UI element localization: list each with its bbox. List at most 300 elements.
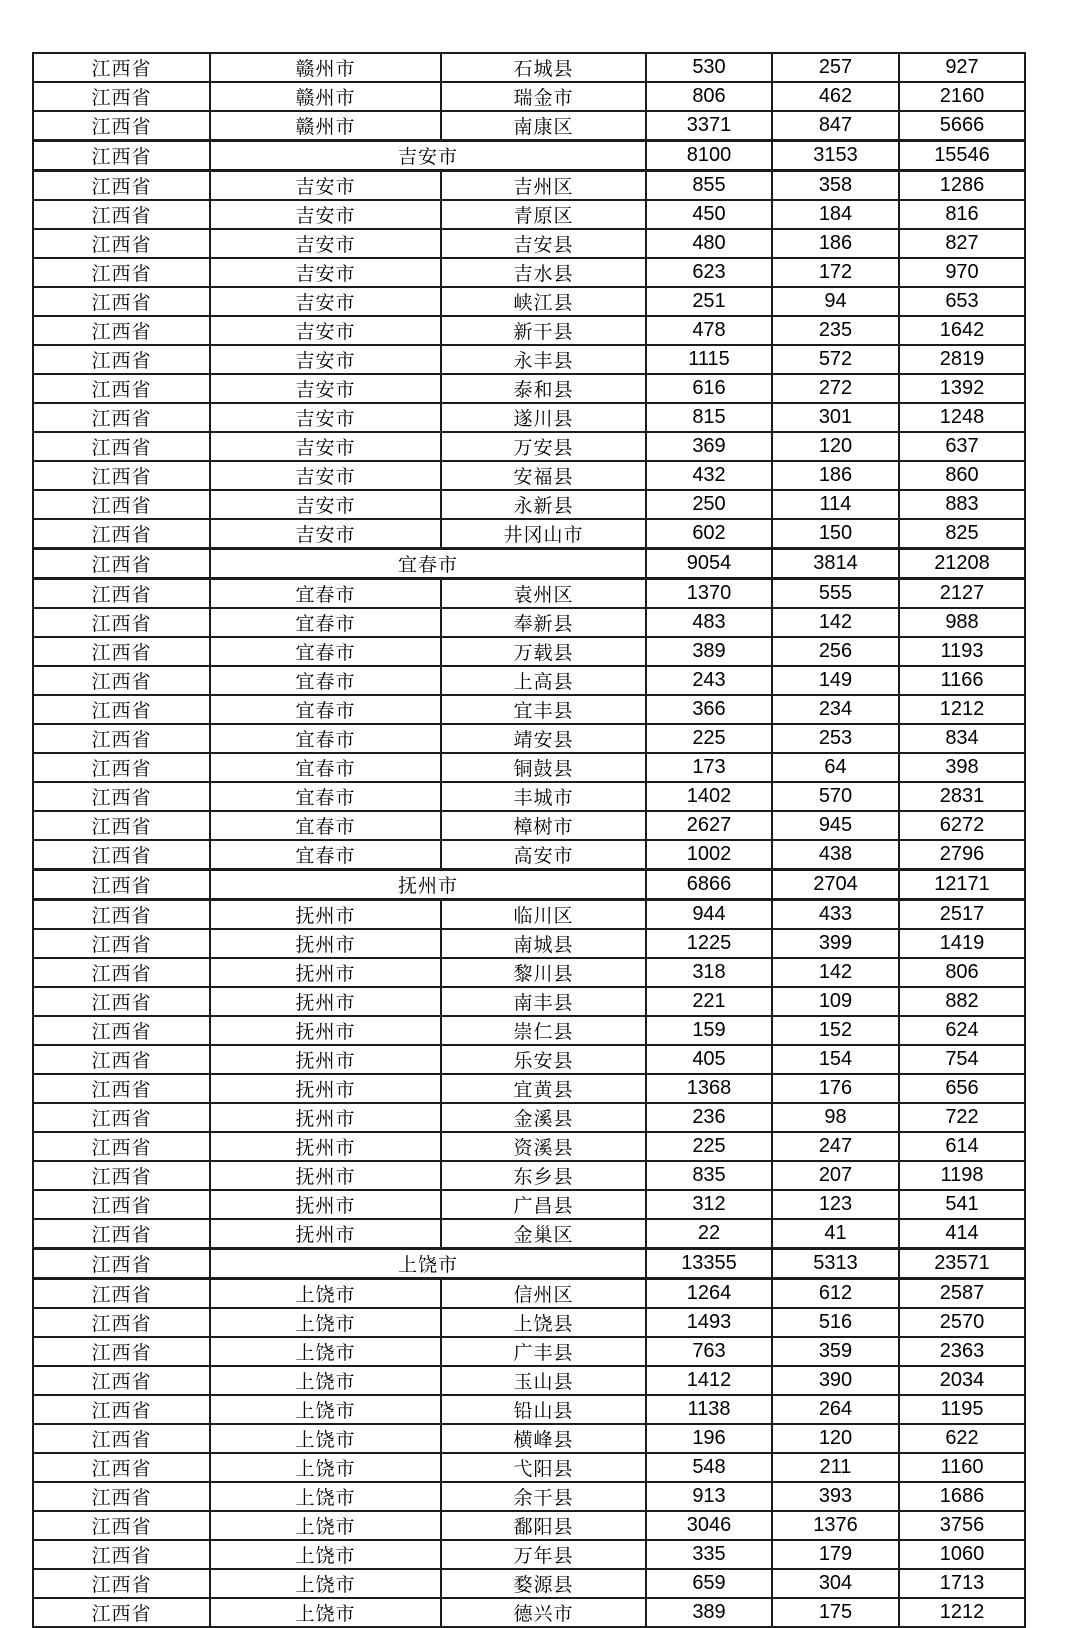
cell-city: 吉安市 xyxy=(210,432,441,461)
cell-county: 婺源县 xyxy=(441,1569,646,1598)
cell-value-3: 1419 xyxy=(899,929,1025,958)
cell-province: 江西省 xyxy=(33,929,210,958)
cell-county: 瑞金市 xyxy=(441,82,646,111)
cell-province: 江西省 xyxy=(33,958,210,987)
cell-province: 江西省 xyxy=(33,1453,210,1482)
cell-province: 江西省 xyxy=(33,345,210,374)
cell-city: 上饶市 xyxy=(210,1424,441,1453)
cell-city: 上饶市 xyxy=(210,1482,441,1511)
cell-county: 金巢区 xyxy=(441,1219,646,1249)
county-row xyxy=(33,200,1025,229)
cell-province: 江西省 xyxy=(33,900,210,930)
cell-value-3: 12171 xyxy=(899,870,1025,900)
cell-province: 江西省 xyxy=(33,724,210,753)
county-row xyxy=(33,782,1025,811)
cell-province: 江西省 xyxy=(33,82,210,111)
cell-county: 樟树市 xyxy=(441,811,646,840)
cell-value-1: 1370 xyxy=(646,579,772,609)
cell-county: 高安市 xyxy=(441,840,646,870)
cell-value-3: 1193 xyxy=(899,637,1025,666)
cell-county: 黎川县 xyxy=(441,958,646,987)
cell-value-3: 624 xyxy=(899,1016,1025,1045)
cell-value-1: 22 xyxy=(646,1219,772,1249)
cell-value-2: 64 xyxy=(772,753,899,782)
cell-county: 玉山县 xyxy=(441,1366,646,1395)
county-row xyxy=(33,695,1025,724)
cell-value-3: 1392 xyxy=(899,374,1025,403)
cell-city: 上饶市 xyxy=(210,1453,441,1482)
cell-province: 江西省 xyxy=(33,753,210,782)
cell-province: 江西省 xyxy=(33,1249,210,1279)
cell-value-2: 120 xyxy=(772,1424,899,1453)
cell-value-2: 393 xyxy=(772,1482,899,1511)
county-row xyxy=(33,229,1025,258)
cell-county: 南城县 xyxy=(441,929,646,958)
cell-value-2: 154 xyxy=(772,1045,899,1074)
cell-province: 江西省 xyxy=(33,1366,210,1395)
cell-county: 永丰县 xyxy=(441,345,646,374)
cell-value-1: 1115 xyxy=(646,345,772,374)
cell-value-1: 623 xyxy=(646,258,772,287)
cell-province: 江西省 xyxy=(33,111,210,141)
county-row xyxy=(33,111,1025,141)
cell-value-2: 1376 xyxy=(772,1511,899,1540)
cell-value-2: 945 xyxy=(772,811,899,840)
cell-province: 江西省 xyxy=(33,141,210,171)
cell-value-3: 541 xyxy=(899,1190,1025,1219)
city-summary-row xyxy=(33,1249,1025,1279)
cell-value-3: 927 xyxy=(899,53,1025,82)
cell-value-1: 335 xyxy=(646,1540,772,1569)
county-row xyxy=(33,1511,1025,1540)
county-row xyxy=(33,1103,1025,1132)
cell-city: 抚州市 xyxy=(210,1045,441,1074)
cell-city: 吉安市 xyxy=(210,316,441,345)
cell-county: 石城县 xyxy=(441,53,646,82)
cell-county: 资溪县 xyxy=(441,1132,646,1161)
cell-value-1: 480 xyxy=(646,229,772,258)
cell-value-1: 3371 xyxy=(646,111,772,141)
cell-value-3: 1212 xyxy=(899,1598,1025,1627)
cell-value-1: 389 xyxy=(646,1598,772,1627)
cell-city: 赣州市 xyxy=(210,111,441,141)
cell-city: 抚州市 xyxy=(210,900,441,930)
cell-province: 江西省 xyxy=(33,1395,210,1424)
cell-value-3: 2363 xyxy=(899,1337,1025,1366)
cell-county: 东乡县 xyxy=(441,1161,646,1190)
county-row xyxy=(33,258,1025,287)
cell-value-3: 2160 xyxy=(899,82,1025,111)
cell-value-1: 1138 xyxy=(646,1395,772,1424)
cell-value-1: 318 xyxy=(646,958,772,987)
cell-value-1: 763 xyxy=(646,1337,772,1366)
cell-value-3: 970 xyxy=(899,258,1025,287)
cell-province: 江西省 xyxy=(33,549,210,579)
cell-value-1: 432 xyxy=(646,461,772,490)
cell-county: 信州区 xyxy=(441,1279,646,1309)
cell-value-3: 825 xyxy=(899,519,1025,549)
county-row xyxy=(33,900,1025,930)
cell-value-2: 176 xyxy=(772,1074,899,1103)
cell-city: 上饶市 xyxy=(210,1279,441,1309)
cell-value-1: 616 xyxy=(646,374,772,403)
cell-value-2: 123 xyxy=(772,1190,899,1219)
cell-province: 江西省 xyxy=(33,287,210,316)
cell-value-2: 433 xyxy=(772,900,899,930)
cell-county: 安福县 xyxy=(441,461,646,490)
cell-value-3: 15546 xyxy=(899,141,1025,171)
cell-county: 金溪县 xyxy=(441,1103,646,1132)
county-row xyxy=(33,1453,1025,1482)
cell-value-1: 3046 xyxy=(646,1511,772,1540)
cell-value-2: 184 xyxy=(772,200,899,229)
cell-value-1: 312 xyxy=(646,1190,772,1219)
cell-value-2: 272 xyxy=(772,374,899,403)
county-row xyxy=(33,287,1025,316)
county-row xyxy=(33,1279,1025,1309)
cell-province: 江西省 xyxy=(33,987,210,1016)
cell-value-1: 548 xyxy=(646,1453,772,1482)
county-row xyxy=(33,666,1025,695)
cell-province: 江西省 xyxy=(33,519,210,549)
cell-value-3: 754 xyxy=(899,1045,1025,1074)
cell-province: 江西省 xyxy=(33,579,210,609)
cell-value-3: 1212 xyxy=(899,695,1025,724)
county-row xyxy=(33,432,1025,461)
cell-value-3: 2831 xyxy=(899,782,1025,811)
cell-value-1: 483 xyxy=(646,608,772,637)
cell-city: 上饶市 xyxy=(210,1395,441,1424)
cell-value-3: 6272 xyxy=(899,811,1025,840)
cell-county: 奉新县 xyxy=(441,608,646,637)
cell-value-3: 1713 xyxy=(899,1569,1025,1598)
county-row xyxy=(33,519,1025,549)
county-row xyxy=(33,374,1025,403)
cell-county: 青原区 xyxy=(441,200,646,229)
cell-value-3: 398 xyxy=(899,753,1025,782)
cell-province: 江西省 xyxy=(33,1337,210,1366)
cell-value-2: 358 xyxy=(772,171,899,201)
cell-value-1: 196 xyxy=(646,1424,772,1453)
county-row xyxy=(33,1598,1025,1627)
county-row xyxy=(33,1337,1025,1366)
cell-province: 江西省 xyxy=(33,1482,210,1511)
cell-county: 袁州区 xyxy=(441,579,646,609)
cell-value-1: 236 xyxy=(646,1103,772,1132)
cell-province: 江西省 xyxy=(33,666,210,695)
cell-value-3: 1195 xyxy=(899,1395,1025,1424)
cell-province: 江西省 xyxy=(33,1016,210,1045)
cell-value-2: 234 xyxy=(772,695,899,724)
cell-province: 江西省 xyxy=(33,200,210,229)
county-row xyxy=(33,929,1025,958)
cell-value-1: 1493 xyxy=(646,1308,772,1337)
county-row xyxy=(33,958,1025,987)
cell-city: 吉安市 xyxy=(210,287,441,316)
county-row xyxy=(33,840,1025,870)
county-row xyxy=(33,1219,1025,1249)
cell-city-merged: 抚州市 xyxy=(210,870,646,900)
county-row xyxy=(33,1569,1025,1598)
cell-value-2: 211 xyxy=(772,1453,899,1482)
cell-province: 江西省 xyxy=(33,870,210,900)
cell-value-3: 2127 xyxy=(899,579,1025,609)
cell-value-3: 1248 xyxy=(899,403,1025,432)
cell-value-1: 225 xyxy=(646,1132,772,1161)
cell-value-3: 2587 xyxy=(899,1279,1025,1309)
city-summary-row xyxy=(33,141,1025,171)
cell-value-2: 114 xyxy=(772,490,899,519)
cell-city: 吉安市 xyxy=(210,345,441,374)
cell-value-2: 109 xyxy=(772,987,899,1016)
cell-province: 江西省 xyxy=(33,1511,210,1540)
cell-value-3: 656 xyxy=(899,1074,1025,1103)
cell-value-3: 21208 xyxy=(899,549,1025,579)
cell-value-3: 2034 xyxy=(899,1366,1025,1395)
cell-county: 宜黄县 xyxy=(441,1074,646,1103)
cell-value-3: 2570 xyxy=(899,1308,1025,1337)
cell-value-2: 301 xyxy=(772,403,899,432)
cell-province: 江西省 xyxy=(33,316,210,345)
cell-city: 宜春市 xyxy=(210,724,441,753)
cell-city: 吉安市 xyxy=(210,519,441,549)
cell-city: 抚州市 xyxy=(210,1219,441,1249)
cell-province: 江西省 xyxy=(33,1132,210,1161)
cell-city: 抚州市 xyxy=(210,1132,441,1161)
cell-value-2: 438 xyxy=(772,840,899,870)
county-row xyxy=(33,403,1025,432)
county-row xyxy=(33,811,1025,840)
cell-province: 江西省 xyxy=(33,258,210,287)
cell-province: 江西省 xyxy=(33,1598,210,1627)
cell-value-2: 516 xyxy=(772,1308,899,1337)
cell-county: 丰城市 xyxy=(441,782,646,811)
cell-value-2: 572 xyxy=(772,345,899,374)
cell-value-1: 405 xyxy=(646,1045,772,1074)
cell-value-2: 247 xyxy=(772,1132,899,1161)
county-row xyxy=(33,608,1025,637)
cell-value-2: 94 xyxy=(772,287,899,316)
cell-value-3: 614 xyxy=(899,1132,1025,1161)
cell-value-1: 13355 xyxy=(646,1249,772,1279)
cell-value-2: 142 xyxy=(772,608,899,637)
cell-county: 万安县 xyxy=(441,432,646,461)
cell-city: 宜春市 xyxy=(210,666,441,695)
cell-province: 江西省 xyxy=(33,811,210,840)
cell-city-merged: 上饶市 xyxy=(210,1249,646,1279)
county-row xyxy=(33,1190,1025,1219)
cell-province: 江西省 xyxy=(33,840,210,870)
cell-value-2: 257 xyxy=(772,53,899,82)
cell-value-1: 366 xyxy=(646,695,772,724)
cell-city: 上饶市 xyxy=(210,1366,441,1395)
cell-city: 抚州市 xyxy=(210,929,441,958)
cell-city: 吉安市 xyxy=(210,374,441,403)
cell-city: 抚州市 xyxy=(210,1016,441,1045)
cell-value-2: 570 xyxy=(772,782,899,811)
cell-value-2: 359 xyxy=(772,1337,899,1366)
cell-value-3: 5666 xyxy=(899,111,1025,141)
cell-province: 江西省 xyxy=(33,1424,210,1453)
cell-county: 泰和县 xyxy=(441,374,646,403)
cell-value-1: 855 xyxy=(646,171,772,201)
cell-value-1: 1412 xyxy=(646,1366,772,1395)
cell-province: 江西省 xyxy=(33,1074,210,1103)
cell-value-1: 450 xyxy=(646,200,772,229)
cell-county: 广丰县 xyxy=(441,1337,646,1366)
cell-province: 江西省 xyxy=(33,1161,210,1190)
cell-city: 吉安市 xyxy=(210,229,441,258)
county-row xyxy=(33,1161,1025,1190)
cell-value-3: 1198 xyxy=(899,1161,1025,1190)
cell-value-2: 3153 xyxy=(772,141,899,171)
cell-county: 乐安县 xyxy=(441,1045,646,1074)
county-row xyxy=(33,1308,1025,1337)
cell-city: 赣州市 xyxy=(210,53,441,82)
cell-value-2: 150 xyxy=(772,519,899,549)
cell-value-1: 602 xyxy=(646,519,772,549)
county-row xyxy=(33,53,1025,82)
cell-city: 宜春市 xyxy=(210,840,441,870)
cell-value-1: 1368 xyxy=(646,1074,772,1103)
county-row xyxy=(33,316,1025,345)
cell-city: 吉安市 xyxy=(210,171,441,201)
cell-value-2: 847 xyxy=(772,111,899,141)
cell-province: 江西省 xyxy=(33,1190,210,1219)
table-body xyxy=(33,53,1025,1627)
cell-province: 江西省 xyxy=(33,403,210,432)
cell-value-3: 834 xyxy=(899,724,1025,753)
cell-value-2: 612 xyxy=(772,1279,899,1309)
cell-value-2: 172 xyxy=(772,258,899,287)
cell-province: 江西省 xyxy=(33,53,210,82)
cell-province: 江西省 xyxy=(33,374,210,403)
cell-value-1: 913 xyxy=(646,1482,772,1511)
county-row xyxy=(33,82,1025,111)
cell-county: 万载县 xyxy=(441,637,646,666)
cell-city: 宜春市 xyxy=(210,782,441,811)
cell-value-2: 152 xyxy=(772,1016,899,1045)
cell-city: 上饶市 xyxy=(210,1337,441,1366)
county-row xyxy=(33,724,1025,753)
cell-county: 南丰县 xyxy=(441,987,646,1016)
cell-province: 江西省 xyxy=(33,1219,210,1249)
cell-city: 上饶市 xyxy=(210,1308,441,1337)
cell-value-2: 142 xyxy=(772,958,899,987)
county-row xyxy=(33,1074,1025,1103)
cell-value-1: 6866 xyxy=(646,870,772,900)
cell-value-3: 883 xyxy=(899,490,1025,519)
county-row xyxy=(33,1045,1025,1074)
cell-city: 上饶市 xyxy=(210,1569,441,1598)
cell-county: 遂川县 xyxy=(441,403,646,432)
cell-value-1: 1264 xyxy=(646,1279,772,1309)
cell-value-3: 827 xyxy=(899,229,1025,258)
county-row xyxy=(33,579,1025,609)
cell-city: 宜春市 xyxy=(210,608,441,637)
cell-value-2: 179 xyxy=(772,1540,899,1569)
cell-value-3: 3756 xyxy=(899,1511,1025,1540)
cell-county: 余干县 xyxy=(441,1482,646,1511)
cell-county: 井冈山市 xyxy=(441,519,646,549)
cell-city: 宜春市 xyxy=(210,579,441,609)
county-row xyxy=(33,753,1025,782)
cell-county: 铜鼓县 xyxy=(441,753,646,782)
cell-value-1: 944 xyxy=(646,900,772,930)
cell-value-2: 186 xyxy=(772,461,899,490)
cell-county: 靖安县 xyxy=(441,724,646,753)
cell-value-3: 806 xyxy=(899,958,1025,987)
cell-county: 吉州区 xyxy=(441,171,646,201)
cell-value-1: 478 xyxy=(646,316,772,345)
cell-value-1: 389 xyxy=(646,637,772,666)
cell-city: 宜春市 xyxy=(210,695,441,724)
cell-value-1: 530 xyxy=(646,53,772,82)
cell-county: 永新县 xyxy=(441,490,646,519)
cell-province: 江西省 xyxy=(33,1279,210,1309)
cell-value-3: 1166 xyxy=(899,666,1025,695)
cell-province: 江西省 xyxy=(33,1045,210,1074)
cell-value-2: 98 xyxy=(772,1103,899,1132)
county-row xyxy=(33,1540,1025,1569)
cell-value-1: 1002 xyxy=(646,840,772,870)
cell-county: 吉水县 xyxy=(441,258,646,287)
cell-value-3: 1686 xyxy=(899,1482,1025,1511)
county-row xyxy=(33,1424,1025,1453)
cell-value-2: 304 xyxy=(772,1569,899,1598)
cell-value-2: 2704 xyxy=(772,870,899,900)
cell-county: 宜丰县 xyxy=(441,695,646,724)
cell-province: 江西省 xyxy=(33,695,210,724)
cell-county: 新干县 xyxy=(441,316,646,345)
cell-value-1: 243 xyxy=(646,666,772,695)
cell-city: 抚州市 xyxy=(210,1190,441,1219)
cell-province: 江西省 xyxy=(33,1569,210,1598)
cell-city: 抚州市 xyxy=(210,1103,441,1132)
cell-value-1: 225 xyxy=(646,724,772,753)
region-statistics-table xyxy=(32,52,1026,1628)
cell-value-2: 175 xyxy=(772,1598,899,1627)
cell-city-merged: 宜春市 xyxy=(210,549,646,579)
cell-city: 宜春市 xyxy=(210,637,441,666)
cell-city: 上饶市 xyxy=(210,1540,441,1569)
cell-value-1: 1402 xyxy=(646,782,772,811)
cell-province: 江西省 xyxy=(33,432,210,461)
cell-value-3: 653 xyxy=(899,287,1025,316)
cell-value-2: 41 xyxy=(772,1219,899,1249)
cell-value-2: 555 xyxy=(772,579,899,609)
cell-county: 万年县 xyxy=(441,1540,646,1569)
county-row xyxy=(33,1366,1025,1395)
cell-value-1: 250 xyxy=(646,490,772,519)
county-row xyxy=(33,1482,1025,1511)
cell-county: 崇仁县 xyxy=(441,1016,646,1045)
cell-value-2: 235 xyxy=(772,316,899,345)
cell-county: 吉安县 xyxy=(441,229,646,258)
cell-province: 江西省 xyxy=(33,637,210,666)
cell-value-2: 253 xyxy=(772,724,899,753)
cell-value-3: 1060 xyxy=(899,1540,1025,1569)
cell-value-3: 414 xyxy=(899,1219,1025,1249)
cell-value-3: 2796 xyxy=(899,840,1025,870)
county-row xyxy=(33,987,1025,1016)
cell-value-3: 882 xyxy=(899,987,1025,1016)
cell-province: 江西省 xyxy=(33,1308,210,1337)
cell-county: 上饶县 xyxy=(441,1308,646,1337)
cell-city: 上饶市 xyxy=(210,1511,441,1540)
cell-value-3: 860 xyxy=(899,461,1025,490)
county-row xyxy=(33,1132,1025,1161)
